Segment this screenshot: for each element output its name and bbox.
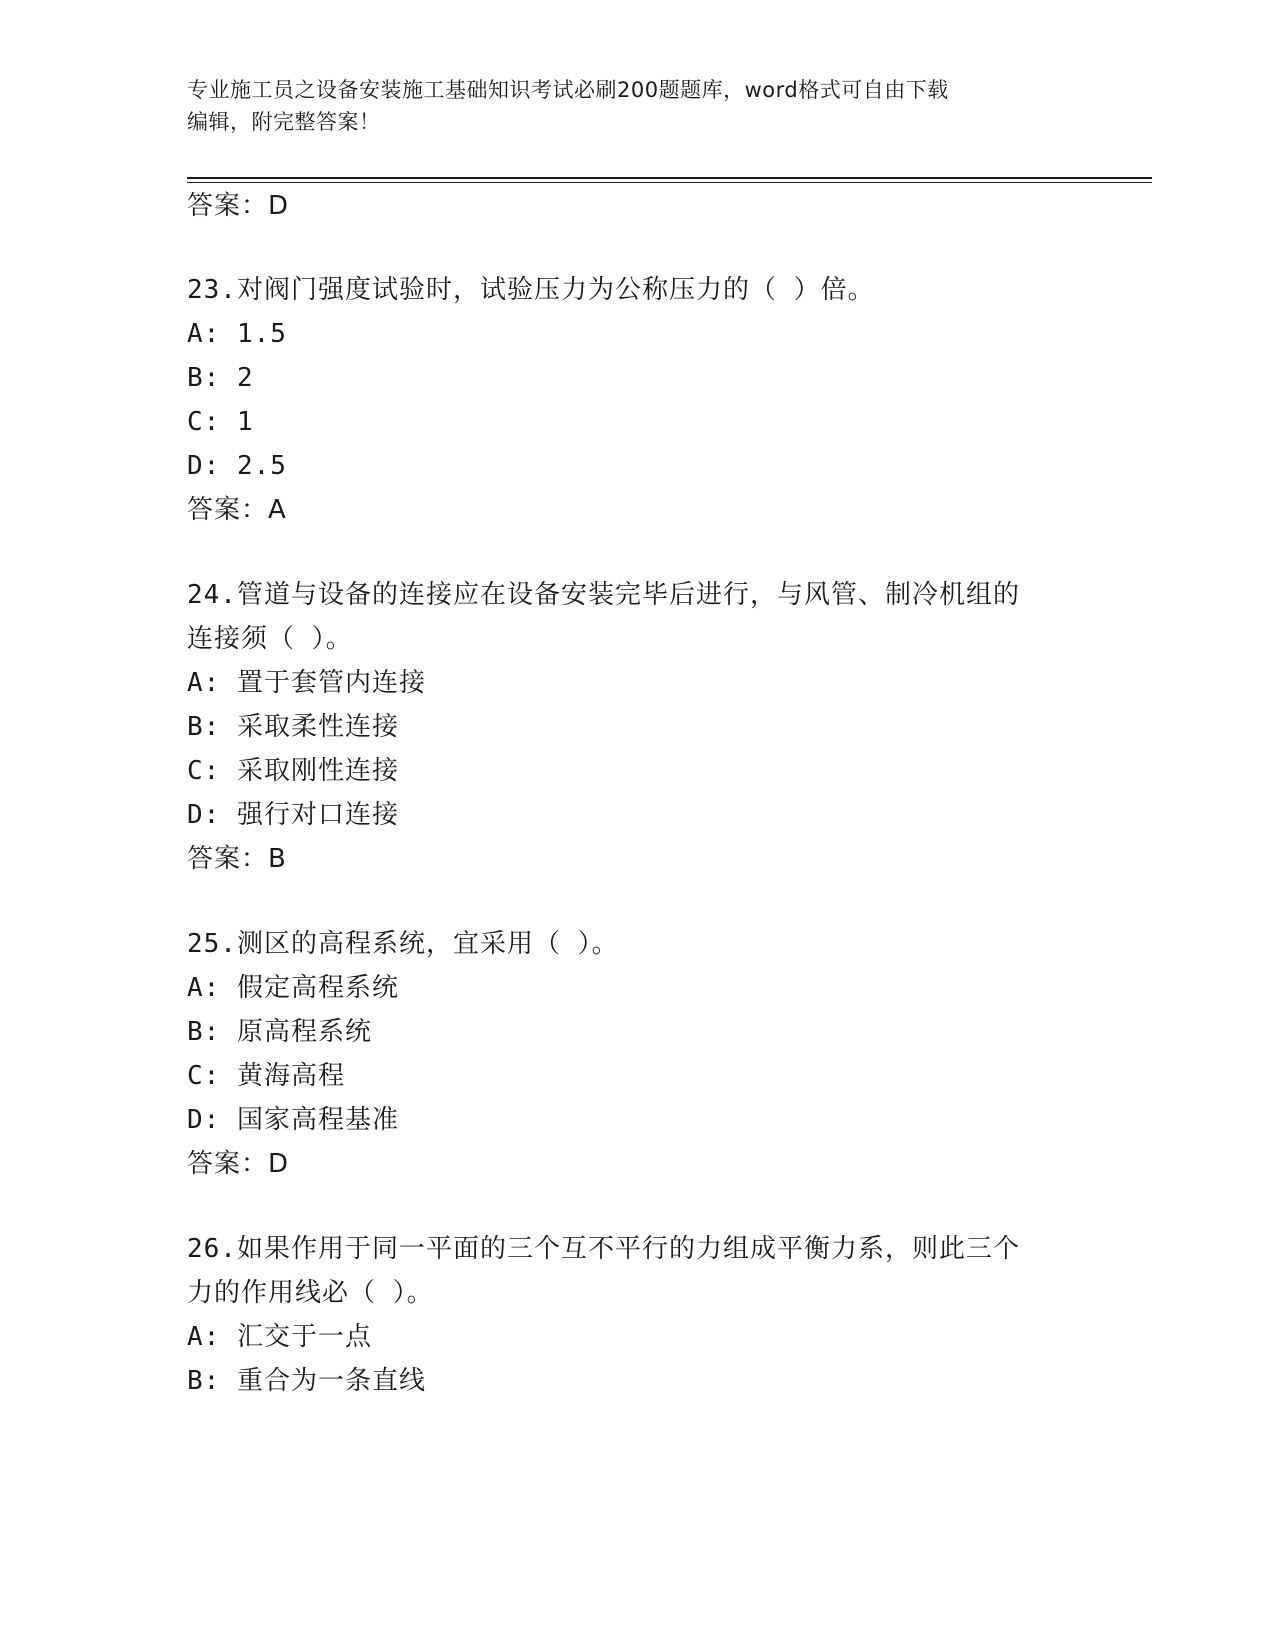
question-23-text: 23.对阀门强度试验时，试验压力为公称压力的（ ）倍。	[187, 275, 875, 305]
question-25-option-a: A: 假定高程系统	[187, 973, 399, 1003]
question-24-option-a: A: 置于套管内连接	[187, 668, 426, 698]
question-25-option-c: C: 黄海高程	[187, 1061, 345, 1091]
question-24-answer: 答案：B	[187, 844, 287, 874]
question-23-answer: 答案：A	[187, 495, 287, 525]
header-line-2: 编辑，附完整答案！	[187, 110, 381, 134]
question-23-option-d: D: 2.5	[187, 451, 287, 481]
document-header	[187, 74, 1087, 138]
header-divider-thick	[187, 177, 1152, 179]
question-25-option-b: B: 原高程系统	[187, 1017, 372, 1047]
question-24-option-c: C: 采取刚性连接	[187, 756, 399, 786]
question-24-option-b: B: 采取柔性连接	[187, 712, 399, 742]
question-25-text: 25.测区的高程系统，宜采用（ ）。	[187, 929, 619, 959]
question-26-text-line-2: 力的作用线必（ ）。	[187, 1278, 434, 1308]
answer-label: 答案：D	[187, 191, 290, 221]
header-line-1: 专业施工员之设备安装施工基础知识考试必刷200题题库，word格式可自由下载	[187, 78, 949, 102]
question-23-option-b: B: 2	[187, 363, 254, 393]
header-divider-thin	[187, 182, 1152, 183]
question-26-text-line-1: 26.如果作用于同一平面的三个互不平行的力组成平衡力系，则此三个	[187, 1234, 1020, 1264]
question-26-option-a: A: 汇交于一点	[187, 1322, 372, 1352]
question-25-answer: 答案：D	[187, 1149, 290, 1179]
question-26-option-b: B: 重合为一条直线	[187, 1366, 426, 1396]
question-24-option-d: D: 强行对口连接	[187, 800, 399, 830]
question-25-option-d: D: 国家高程基准	[187, 1105, 399, 1135]
question-24-text-line-2: 连接须（ ）。	[187, 624, 353, 654]
question-24-text-line-1: 24.管道与设备的连接应在设备安装完毕后进行，与风管、制冷机组的	[187, 580, 1020, 610]
question-23-option-c: C: 1	[187, 407, 254, 437]
question-23-option-a: A: 1.5	[187, 319, 287, 349]
